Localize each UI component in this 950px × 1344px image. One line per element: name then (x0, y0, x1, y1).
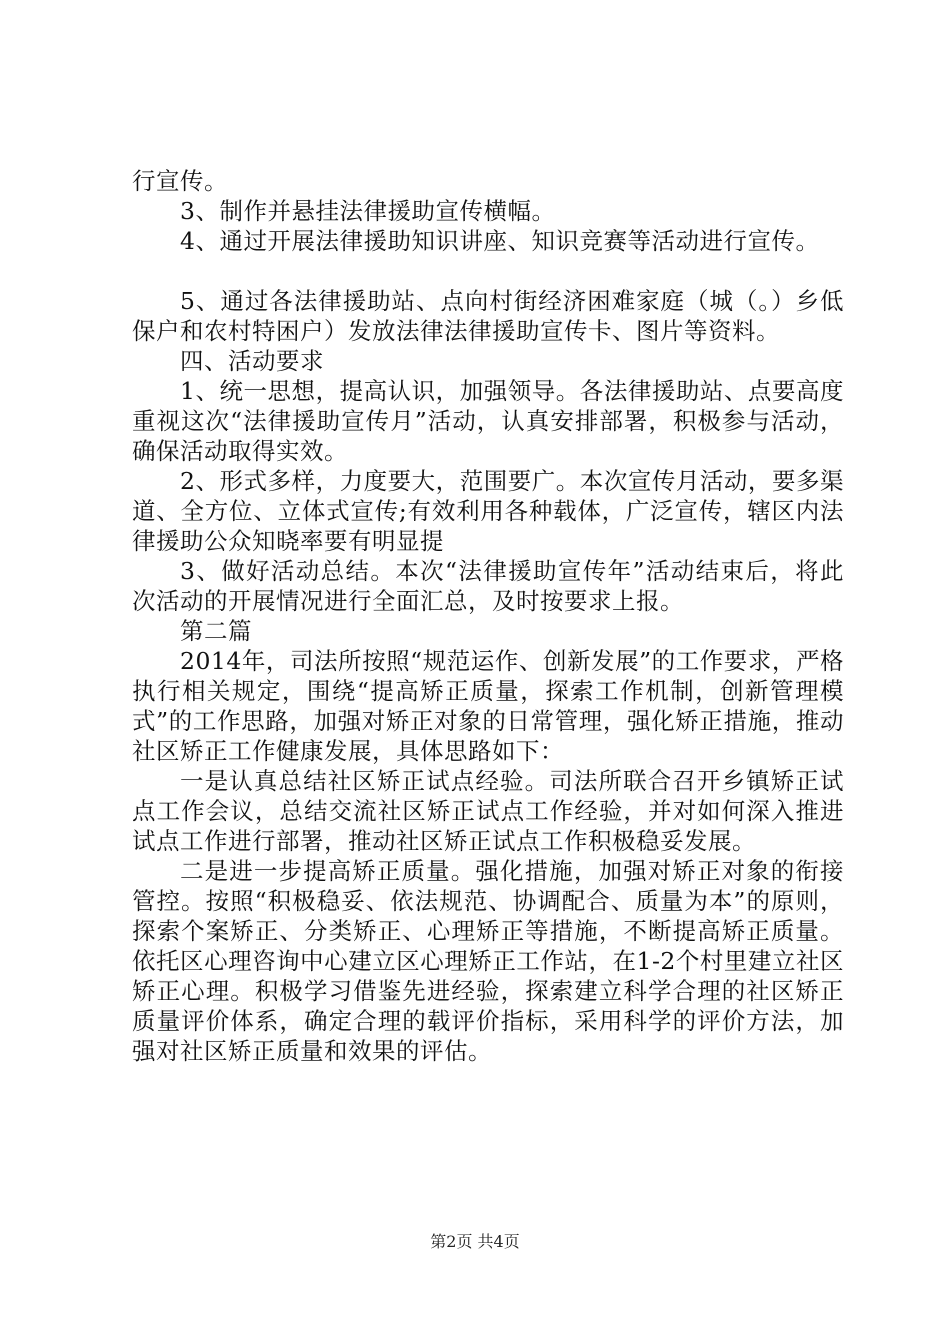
paragraph: 1、统一思想，提高认识，加强领导。各法律援助站、点要高度重视这次“法律援助宣传月”活动，认真安排部署，积极参与活动，确保活动取得实效。 (132, 377, 844, 465)
paragraph: 一是认真总结社区矫正试点经验。司法所联合召开乡镇矫正试点工作会议，总结交流社区矫正试点工作经验，并对如何深入推进试点工作进行部署，推动社区矫正试点工作积极稳妥发展。 (132, 767, 844, 855)
section-heading: 四、活动要求 (180, 347, 324, 375)
paragraph: 3、制作并悬挂法律援助宣传横幅。 (180, 197, 556, 225)
paragraph: 2014年，司法所按照“规范运作、创新发展”的工作要求，严格执行相关规定，围绕“提高矫正质量，探索工作机制，创新管理模式”的工作思路，加强对矫正对象的日常管理，强化矫正措施，推动社区矫正工作健康发展，具体思路如下： (132, 647, 844, 765)
paragraph: 3、做好活动总结。本次“法律援助宣传年”活动结束后，将此次活动的开展情况进行全面汇总，及时按要求上报。 (132, 557, 844, 615)
paragraph: 5、通过各法律援助站、点向村街经济困难家庭（城（。）乡低保户和农村特困户）发放法律法律援助宣传卡、图片等资料。 (132, 287, 844, 345)
document-body (132, 166, 844, 1066)
page-number-footer: 第2页 共4页 (430, 1232, 520, 1251)
paragraph: 2、形式多样，力度要大，范围要广。本次宣传月活动，要多渠道、全方位、立体式宣传;有效利用各种载体，广泛宣传，辖区内法律援助公众知晓率要有明显提 (132, 467, 844, 555)
paragraph: 4、通过开展法律援助知识讲座、知识竞赛等活动进行宣传。 (180, 227, 820, 255)
paragraph: 二是进一步提高矫正质量。强化措施，加强对矫正对象的衔接管控。按照“积极稳妥、依法规范、协调配合、质量为本”的原则，探索个案矫正、分类矫正、心理矫正等措施，不断提高矫正质量。依托区心理咨询中心建立区心理矫正工作站，在1-2个村里建立社区矫正心理。积极学习借鉴先进经验，探索建立科学合理的社区矫正质量评价体系，确定合理的载评价指标，采用科学的评价方法，加强对社区矫正质量和效果的评估。 (132, 857, 844, 1065)
paragraph: 行宣传。 (132, 167, 228, 195)
section-heading: 第二篇 (180, 617, 252, 645)
